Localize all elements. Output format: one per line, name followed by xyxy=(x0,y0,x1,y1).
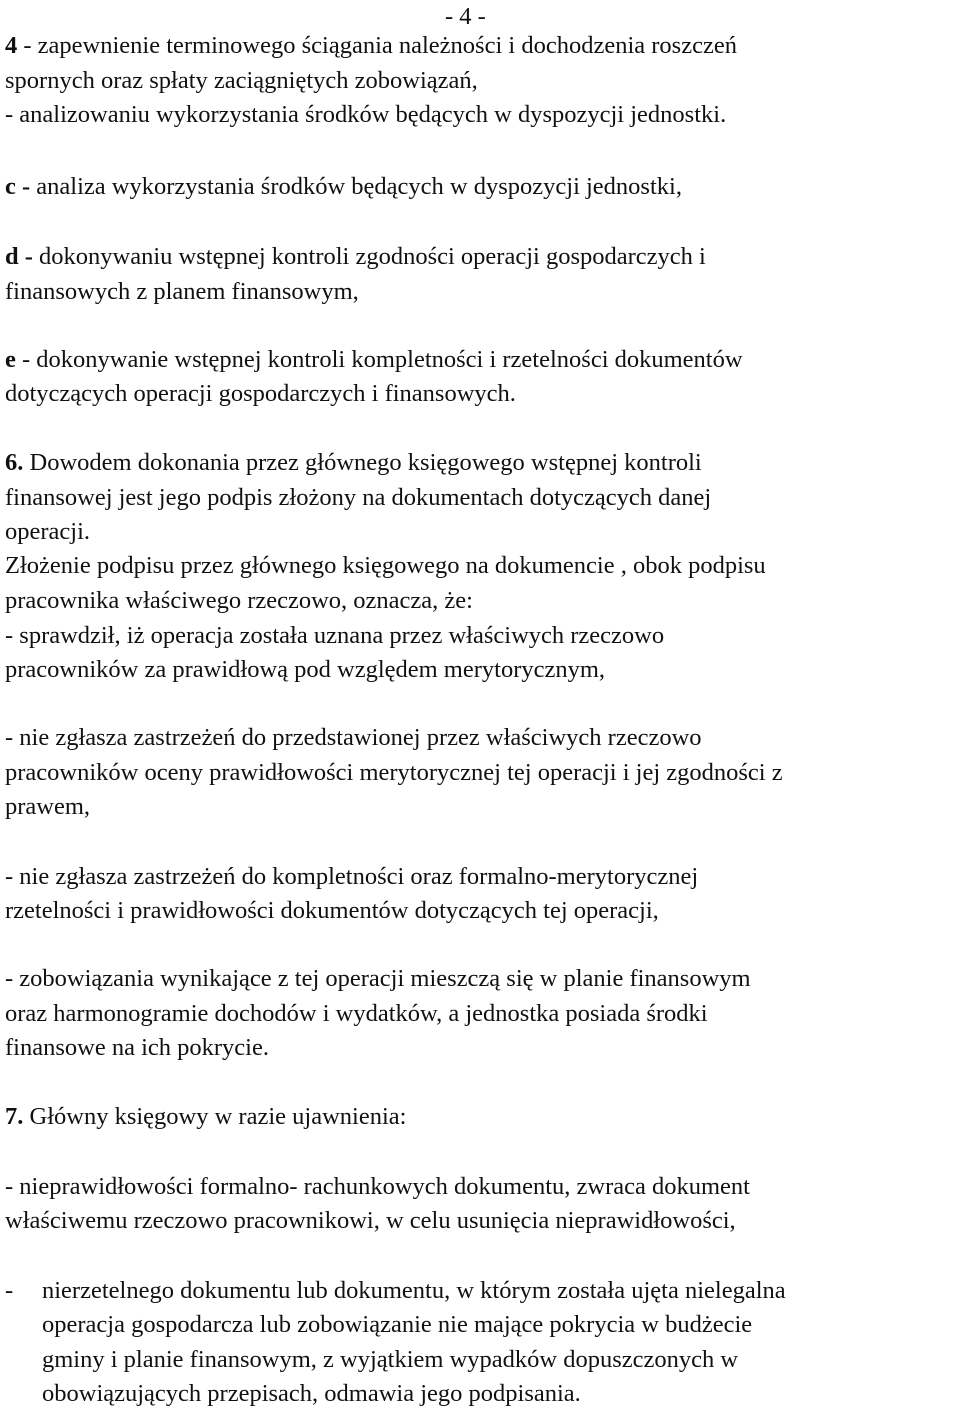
paragraph-7-line-7: obowiązujących przepisach, odmawia jego podpisania. xyxy=(42,1380,581,1407)
section-e-text: - dokonywanie wstępnej kontroli kompletności i rzetelności dokumentów xyxy=(15,346,743,373)
text-line-01 xyxy=(5,29,737,64)
paragraph-6-line-10: prawem, xyxy=(5,793,91,820)
paragraph-7-text: Główny księgowy w razie ujawnienia: xyxy=(23,1103,407,1130)
paragraph-6-line-7: pracowników za prawidłową pod względem merytorycznym, xyxy=(5,656,606,683)
section-e-line xyxy=(5,343,743,378)
section-c-text: analiza wykorzystania środków będących w dyspozycji jednostki, xyxy=(30,173,682,200)
page-number: - 4 - xyxy=(445,3,486,30)
paragraph-7-line-3: właściwemu rzeczowo pracownikowi, w celu usunięcia nieprawidłowości, xyxy=(5,1207,736,1234)
paragraph-6-line-5: pracownika właściwego rzeczowo, oznacza, że: xyxy=(5,587,473,614)
text-line-03: - analizowaniu wykorzystania środków będących w dyspozycji jednostki. xyxy=(5,101,727,128)
paragraph-6-text: Dowodem dokonania przez głównego księgowego wstępnej kontroli xyxy=(23,449,702,476)
line-01-text: - zapewnienie terminowego ściągania należności i dochodzenia roszczeń xyxy=(17,32,737,59)
text-line-02: spornych oraz spłaty zaciągniętych zobowiązań, xyxy=(5,67,478,94)
paragraph-7-line-2: - nieprawidłowości formalno- rachunkowych dokumentu, zwraca dokument xyxy=(5,1173,750,1200)
section-e-line-2: dotyczących operacji gospodarczych i finansowych. xyxy=(5,380,516,407)
section-d-line xyxy=(5,240,706,275)
item-number-4: 4 xyxy=(5,32,18,59)
paragraph-7-line-6: gminy i planie finansowym, z wyjątkiem wypadków dopuszczonych w xyxy=(42,1346,739,1373)
paragraph-6-line-6: - sprawdził, iż operacja została uznana przez właściwych rzeczowo xyxy=(5,622,665,649)
paragraph-6-line-2: finansowej jest jego podpis złożony na dokumentach dotyczących danej xyxy=(5,484,712,511)
paragraph-6-line-1 xyxy=(5,446,702,481)
paragraph-6-line-14: oraz harmonogramie dochodów i wydatków, a jednostka posiada środki xyxy=(5,1000,708,1027)
paragraph-7-line-5: operacja gospodarcza lub zobowiązanie nie mające pokrycia w budżecie xyxy=(42,1311,753,1338)
paragraph-6-line-9: pracowników oceny prawidłowości merytorycznej tej operacji i jej zgodności z xyxy=(5,759,783,786)
paragraph-7-line-1 xyxy=(5,1100,406,1135)
section-d-text: dokonywaniu wstępnej kontroli zgodności operacji gospodarczych i xyxy=(32,243,706,270)
paragraph-6-line-3: operacji. xyxy=(5,518,91,545)
paragraph-7-label: 7. xyxy=(5,1103,24,1130)
paragraph-6-line-8: - nie zgłasza zastrzeżeń do przedstawionej przez właściwych rzeczowo xyxy=(5,724,702,751)
paragraph-6-line-13: - zobowiązania wynikające z tej operacji mieszczą się w planie finansowym xyxy=(5,965,751,992)
paragraph-6-line-11: - nie zgłasza zastrzeżeń do kompletności oraz formalno-merytorycznej xyxy=(5,863,699,890)
paragraph-7-line-4: nierzetelnego dokumentu lub dokumentu, w którym została ujęta nielegalna xyxy=(42,1277,786,1304)
paragraph-6-line-4: Złożenie podpisu przez głównego księgowego na dokumencie , obok podpisu xyxy=(5,552,766,579)
section-d-line-2: finansowych z planem finansowym, xyxy=(5,278,359,305)
section-d-label: d - xyxy=(5,243,33,270)
paragraph-6-label: 6. xyxy=(5,449,24,476)
paragraph-6-line-12: rzetelności i prawidłowości dokumentów dotyczących tej operacji, xyxy=(5,897,659,924)
section-c-line xyxy=(5,170,682,205)
section-c-label: c - xyxy=(5,173,31,200)
section-e-label: e xyxy=(5,346,16,373)
paragraph-7-dash: - xyxy=(5,1277,14,1304)
paragraph-6-line-15: finansowe na ich pokrycie. xyxy=(5,1034,269,1061)
